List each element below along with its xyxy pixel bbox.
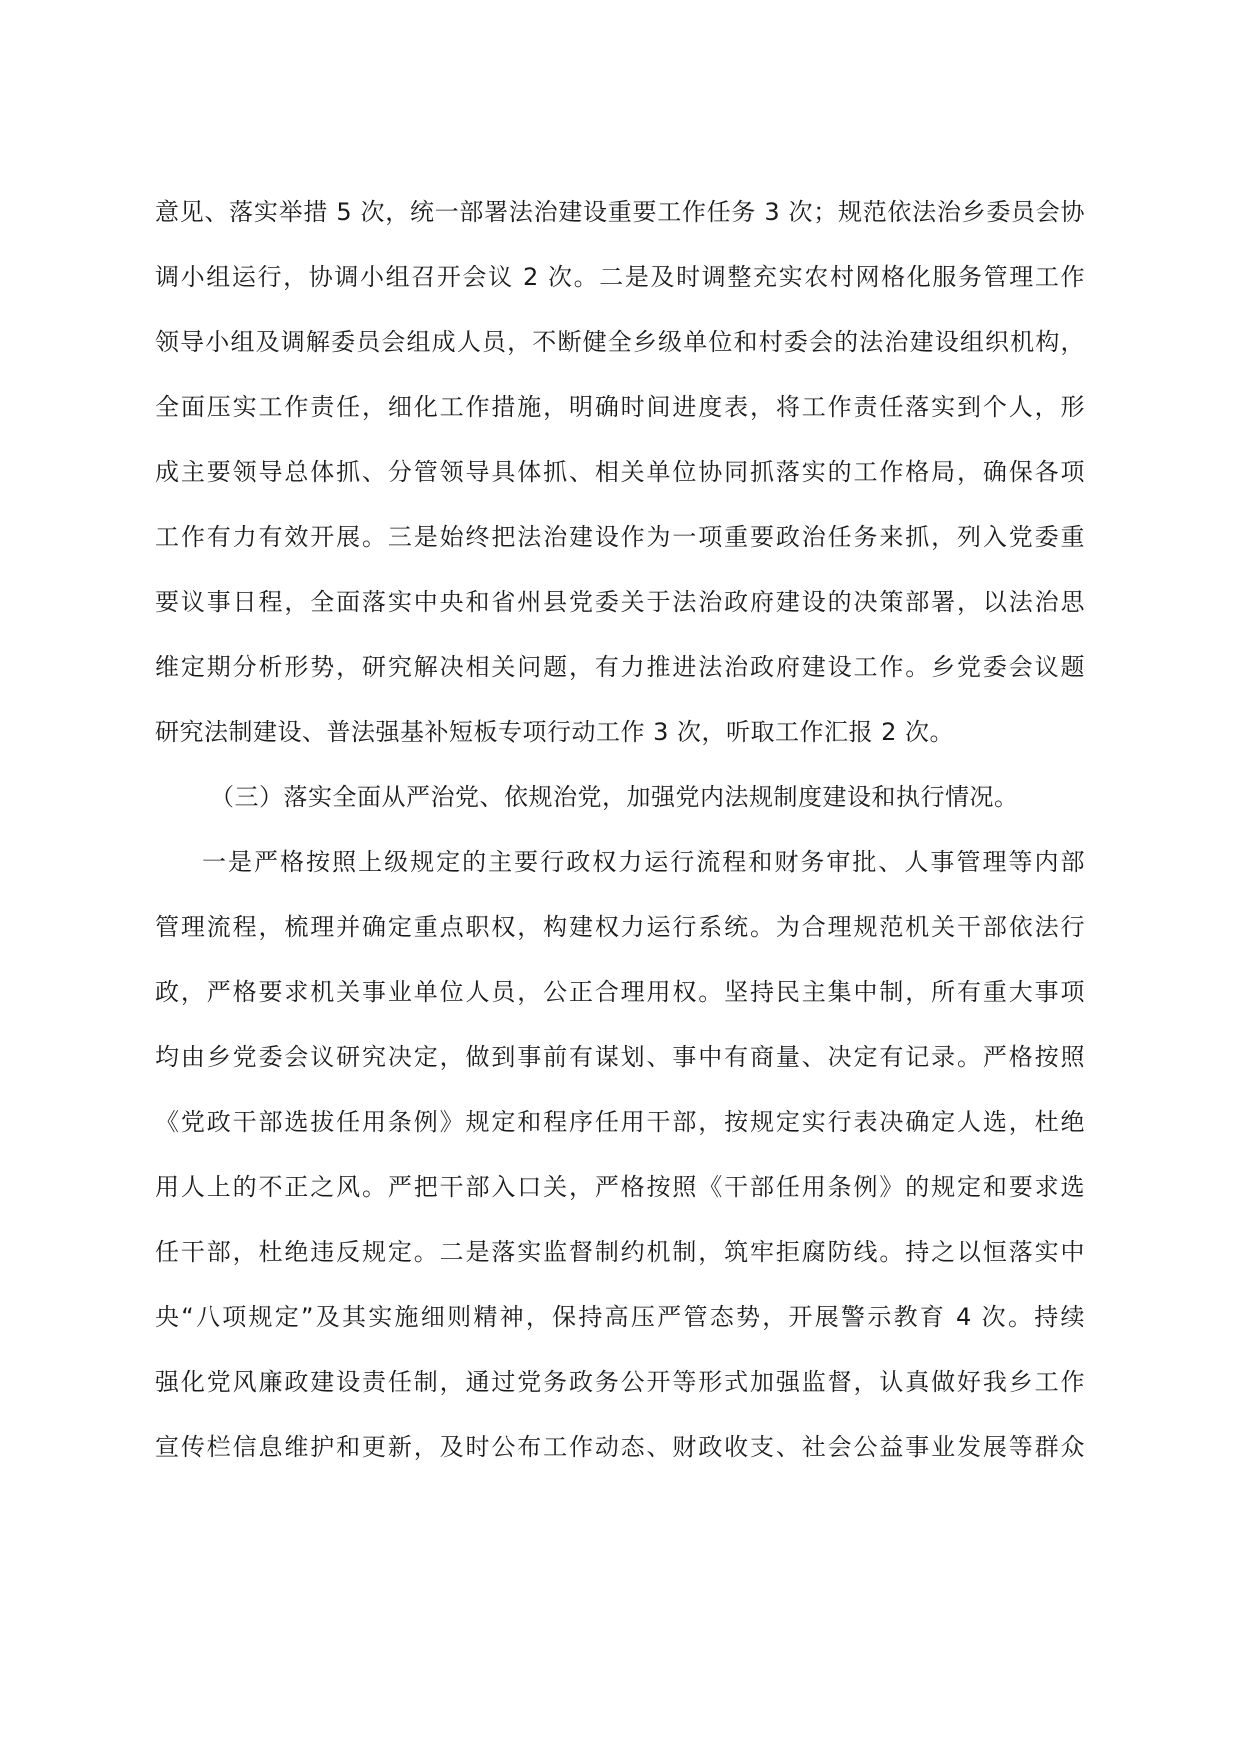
text-line: 研究法制建设、普法强基补短板专项行动工作 3 次，听取工作汇报 2 次。: [155, 718, 955, 746]
text-line: 要议事日程，全面落实中央和省州县党委关于法治政府建设的决策部署，以法治思: [155, 588, 1085, 616]
text-line: 央“八项规定”及其实施细则精神，保持高压严管态势，开展警示教育 4 次。持续: [155, 1303, 1085, 1331]
section-heading: （三）落实全面从严治党、依规治党，加强党内法规制度建设和执行情况。: [210, 783, 1019, 811]
text-line: 均由乡党委会议研究决定，做到事前有谋划、事中有商量、决定有记录。严格按照: [155, 1043, 1085, 1071]
text-line: 全面压实工作责任，细化工作措施，明确时间进度表，将工作责任落实到个人，形: [155, 393, 1085, 421]
text-line: 工作有力有效开展。三是始终把法治建设作为一项重要政治任务来抓，列入党委重: [155, 523, 1085, 551]
text-line: 《党政干部选拔任用条例》规定和程序任用干部，按规定实行表决确定人选，杜绝: [155, 1108, 1085, 1136]
text-line: 宣传栏信息维护和更新，及时公布工作动态、财政收支、社会公益事业发展等群众: [155, 1433, 1085, 1461]
text-line: 政，严格要求机关事业单位人员，公正合理用权。坚持民主集中制，所有重大事项: [155, 978, 1085, 1006]
text-line: 调小组运行，协调小组召开会议 2 次。二是及时调整充实农村网格化服务管理工作: [155, 263, 1085, 291]
text-line: 意见、落实举措 5 次，统一部署法治建设重要工作任务 3 次；规范依法治乡委员会协: [155, 198, 1085, 226]
text-line: 维定期分析形势，研究解决相关问题，有力推进法治政府建设工作。乡党委会议题: [155, 653, 1085, 681]
text-line: 用人上的不正之风。严把干部入口关，严格按照《干部任用条例》的规定和要求选: [155, 1173, 1085, 1201]
text-line: 任干部，杜绝违反规定。二是落实监督制约机制，筑牢拒腐防线。持之以恒落实中: [155, 1238, 1085, 1266]
text-line: 成主要领导总体抓、分管领导具体抓、相关单位协同抓落实的工作格局，确保各项: [155, 458, 1085, 486]
text-line: 领导小组及调解委员会组成人员，不断健全乡级单位和村委会的法治建设组织机构，: [155, 328, 1085, 356]
text-line: 强化党风廉政建设责任制，通过党务政务公开等形式加强监督，认真做好我乡工作: [155, 1368, 1085, 1396]
paragraph-first-line: 一是严格按照上级规定的主要行政权力运行流程和财务审批、人事管理等内部: [202, 848, 1085, 876]
text-line: 管理流程，梳理并确定重点职权，构建权力运行系统。为合理规范机关干部依法行: [155, 913, 1085, 941]
